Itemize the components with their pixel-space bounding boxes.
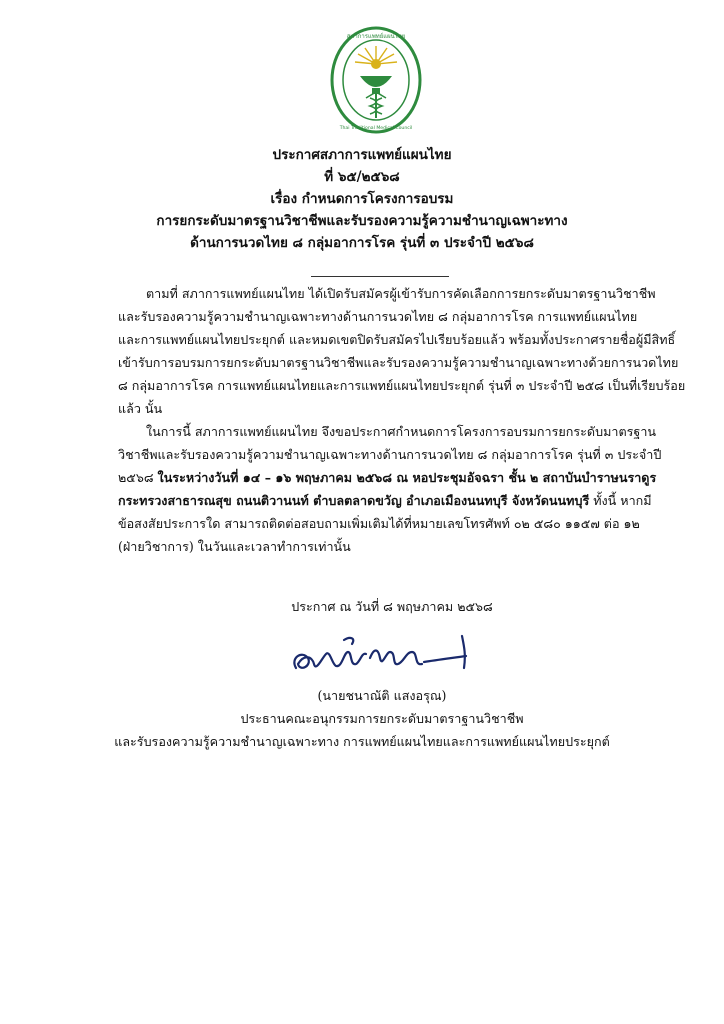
announcement-title: ประกาศสภาการแพทย์แผนไทย <box>272 147 452 163</box>
paragraph-line: และการแพทย์แผนไทยประยุกต์ และหมดเขตปิดรับสมัครไปเรียบร้อยแล้ว พร้อมทั้งประกาศรายชื่อผู้มีสิทธิ์ <box>118 332 676 347</box>
event-date-venue: ในระหว่างวันที่ ๑๔ – ๑๖ พฤษภาคม ๒๕๖๘ ณ หอประชุมอัจฉรา ชั้น ๒ สถาบันบำราษนราดูร <box>157 470 657 485</box>
paragraph-line: วิชาชีพและรับรองความรู้ความชำนาญเฉพาะทางด้านการนวดไทย ๘ กลุ่มอาการโรค รุ่นที่ ๓ ประจำปี <box>118 447 662 462</box>
paragraph-line: แล้ว นั้น <box>118 401 163 416</box>
logo-thai-text: สภาการแพทย์แผนไทย <box>346 33 406 40</box>
signatory-name: (นายชนาณัติ แสงอรุณ) <box>317 688 447 703</box>
body-paragraph-1 <box>118 282 686 420</box>
announcement-subject-line3: ด้านการนวดไทย ๘ กลุ่มอาการโรค รุ่นที่ ๓ ประจำปี ๒๕๖๘ <box>190 235 534 251</box>
paragraph-line: เข้ารับการอบรมการยกระดับมาตรฐานวิชาชีพและรับรองความรู้ความชำนาญเฉพาะทางด้วยการนวดไทย <box>118 355 679 370</box>
paragraph-text: ทั้งนี้ หากมี <box>589 493 652 508</box>
paragraph-line: (ฝ่ายวิชาการ) ในวันและเวลาทำการเท่านั้น <box>118 539 351 554</box>
announcement-subject-line2: การยกระดับมาตรฐานวิชาชีพและรับรองความรู้ความชำนาญเฉพาะทาง <box>156 213 568 229</box>
header-divider <box>311 276 449 277</box>
paragraph-line <box>118 466 657 489</box>
council-seal-logo <box>330 26 422 134</box>
signatory-title: ประธานคณะอนุกรรมการยกระดับมาตราฐานวิชาชีพ <box>240 711 524 726</box>
paragraph-line: และรับรองความรู้ความชำนาญเฉพาะทางด้านการนวดไทย ๘ กลุ่มอาการโรค การแพทย์แผนไทย <box>118 309 638 324</box>
signatory-block <box>0 684 724 753</box>
announcement-date: ประกาศ ณ วันที่ ๘ พฤษภาคม ๒๕๖๘ <box>291 599 493 614</box>
logo-english-text: Thai Traditional Medical Council <box>339 126 413 131</box>
event-address: กระทรวงสาธารณสุข ถนนติวานนท์ ตำบลตลาดขวัญ อำเภอเมืองนนทบุรี จังหวัดนนทบุรี <box>118 493 590 508</box>
announcement-number: ที่ ๖๕/๒๕๖๘ <box>324 169 400 185</box>
announcement-subject: เรื่อง กำหนดการโครงการอบรม <box>270 191 454 207</box>
announcement-header <box>0 144 724 254</box>
contact-info-line: ข้อสงสัยประการใด สามารถติดต่อสอบถามเพิ่มเติมได้ที่หมายเลขโทรศัพท์ ๐๒ ๕๘๐ ๑๑๕๗ ต่อ ๑๒ <box>118 516 640 531</box>
paragraph-line: ตามที่ สภาการแพทย์แผนไทย ได้เปิดรับสมัครผู้เข้ารับการคัดเลือกการยกระดับมาตรฐานวิชาชีพ <box>146 286 656 301</box>
handwritten-signature <box>286 628 478 684</box>
paragraph-line: ๘ กลุ่มอาการโรค การแพทย์แผนไทยและการแพทย์แผนไทยประยุกต์ รุ่นที่ ๓ ประจำปี ๒๕๘ เป็นที่เรียบร้อย <box>118 378 686 393</box>
body-paragraph-2 <box>118 420 662 558</box>
paragraph-line: ในการนี้ สภาการแพทย์แผนไทย จึงขอประกาศกำหนดการโครงการอบรมการยกระดับมาตรฐาน <box>146 424 657 439</box>
paragraph-line <box>118 489 652 512</box>
paragraph-text: ๒๕๖๘ <box>118 470 158 485</box>
signatory-title-line2: และรับรองความรู้ความชำนาญเฉพาะทาง การแพทย์แผนไทยและการแพทย์แผนไทยประยุกต์ <box>114 734 610 749</box>
